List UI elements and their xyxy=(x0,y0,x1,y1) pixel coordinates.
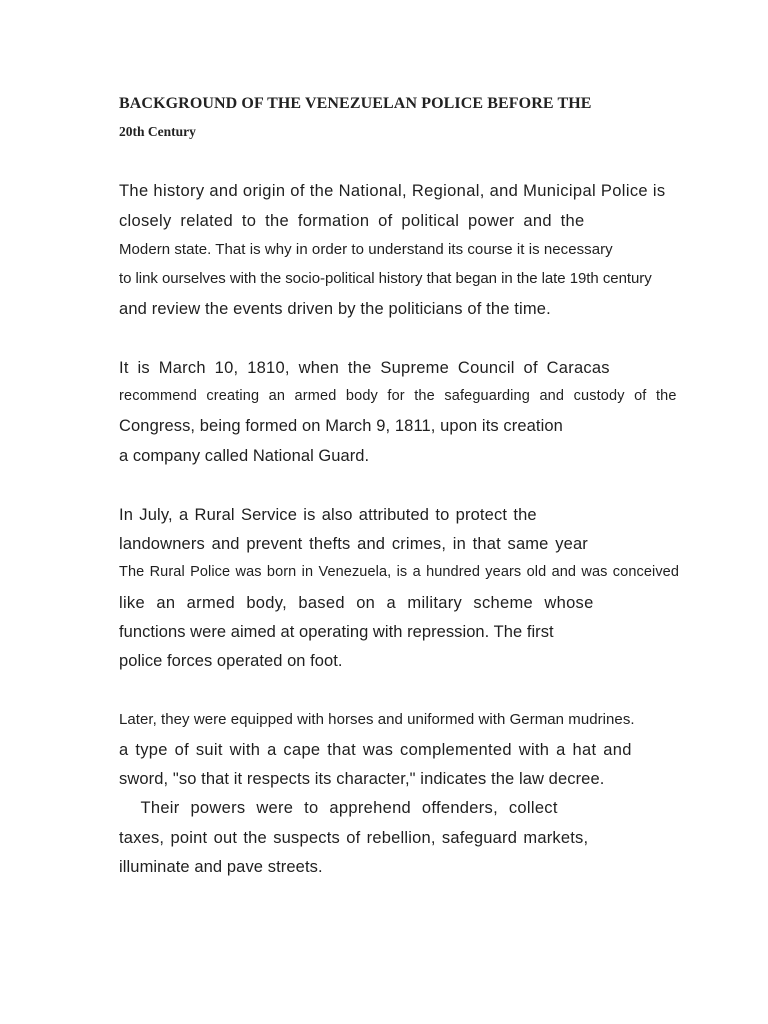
paragraph-line: and review the events driven by the politicians of the time. xyxy=(119,300,551,318)
paragraph-line: functions were aimed at operating with repression. The first xyxy=(119,623,554,641)
paragraph-line: It is March 10, 1810, when the Supreme Council of Caracas xyxy=(119,359,610,377)
paragraph-line: The Rural Police was born in Venezuela, is a hundred years old and was conceived xyxy=(119,564,680,580)
paragraph-line: Modern state. That is why in order to understand its course it is necessary xyxy=(119,241,613,258)
paragraph-line: Later, they were equipped with horses and uniformed with German mudrines. xyxy=(119,711,635,728)
paragraph-line: landowners and prevent thefts and crimes, in that same year xyxy=(119,535,588,553)
paragraph-line: Congress, being formed on March 9, 1811, upon its creation xyxy=(119,417,563,435)
paragraph-line: to link ourselves with the socio-political history that began in the late 19th century xyxy=(119,270,652,287)
paragraph-line: recommend creating an armed body for the safeguarding and custody of the xyxy=(119,388,677,404)
paragraph-line: like an armed body, based on a military scheme whose xyxy=(119,594,594,612)
paragraph-line: closely related to the formation of political power and the xyxy=(119,212,585,230)
paragraph-line: a company called National Guard. xyxy=(119,447,370,465)
paragraph-line: In July, a Rural Service is also attributed to protect the xyxy=(119,506,537,524)
paragraph-line: sword, "so that it respects its character," indicates the law decree. xyxy=(119,770,605,788)
paragraph-line: illuminate and pave streets. xyxy=(119,858,323,876)
document-subtitle: 20th Century xyxy=(119,124,196,139)
paragraph-line: taxes, point out the suspects of rebellion, safeguard markets, xyxy=(119,829,589,847)
document-title: BACKGROUND OF THE VENEZUELAN POLICE BEFORE THE xyxy=(119,95,592,112)
paragraph-line: The history and origin of the National, Regional, and Municipal Police is xyxy=(119,182,666,200)
paragraph-line: police forces operated on foot. xyxy=(119,652,343,670)
paragraph-line: Their powers were to apprehend offenders, collect xyxy=(119,799,558,817)
paragraph-line: a type of suit with a cape that was complemented with a hat and xyxy=(119,741,632,759)
